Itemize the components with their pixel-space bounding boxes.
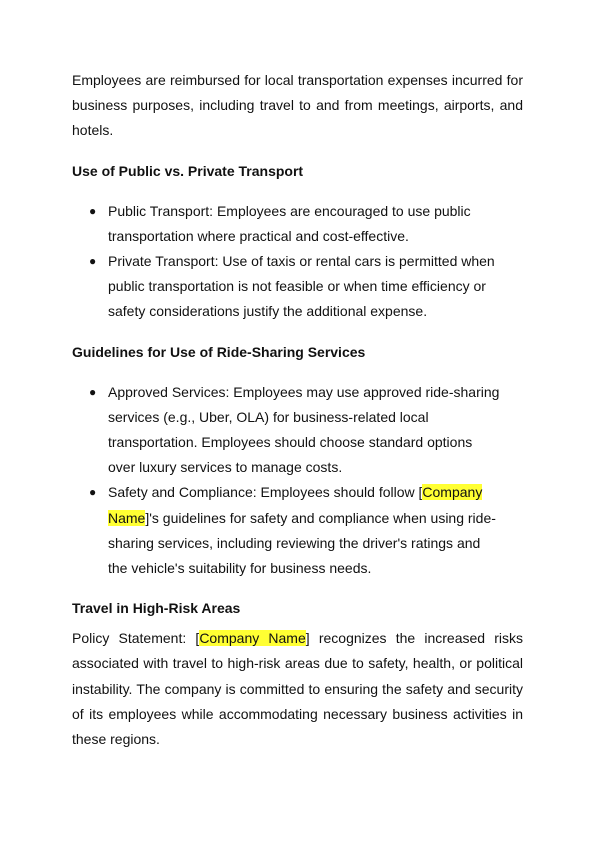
heading-ride-sharing: Guidelines for Use of Ride-Sharing Services [72, 343, 366, 360]
policy-statement-paragraph [72, 626, 523, 752]
policy-text-after: ] recognizes the increased risks associated with travel to high-risk areas due to safety, health, or political instability. The company is committed to ensuring the safety and security of its employees while accommodating necessary business activities in these regions. [72, 630, 524, 748]
list-item-text-after: ]'s guidelines for safety and compliance when using ride-sharing services, including reviewing the driver's ratings and the vehicle's suitability for business needs. [108, 509, 496, 577]
bullet-icon: ● [89, 485, 97, 500]
list-item [72, 480, 523, 581]
bullet-icon: ● [89, 384, 97, 399]
list-item [72, 249, 523, 325]
heading-public-private-transport: Use of Public vs. Private Transport [72, 162, 304, 179]
intro-paragraph: Employees are reimbursed for local transportation expenses incurred for business purposes, including travel to and from meetings, airports, and hotels. [72, 72, 523, 139]
company-name-placeholder: Company Name [199, 630, 306, 647]
policy-text-before: Policy Statement: [ [72, 630, 200, 647]
ride-sharing-bullet-list [72, 380, 523, 582]
transport-bullet-list [72, 199, 523, 325]
list-item-text: Private Transport: Use of taxis or rental cars is permitted when public transportation is not feasible or when time efficiency or safety considerations justify the additional expense. [108, 253, 495, 320]
list-item-text-before: Safety and Compliance: Employees should follow [ [108, 484, 423, 501]
company-name-placeholder: Company Name [108, 484, 483, 526]
bullet-icon: ● [89, 203, 97, 218]
bullet-icon: ● [89, 254, 97, 269]
heading-high-risk-travel: Travel in High-Risk Areas [72, 600, 241, 617]
list-item-text: Public Transport: Employees are encouraged to use public transportation where practical and cost-effective. [108, 202, 471, 244]
list-item [72, 199, 523, 249]
list-item [72, 380, 523, 481]
list-item-text: Approved Services: Employees may use approved ride-sharing services (e.g., Uber, OLA) for business-related local transportation. Employees should choose standard options over luxury services to manage costs. [108, 383, 500, 476]
